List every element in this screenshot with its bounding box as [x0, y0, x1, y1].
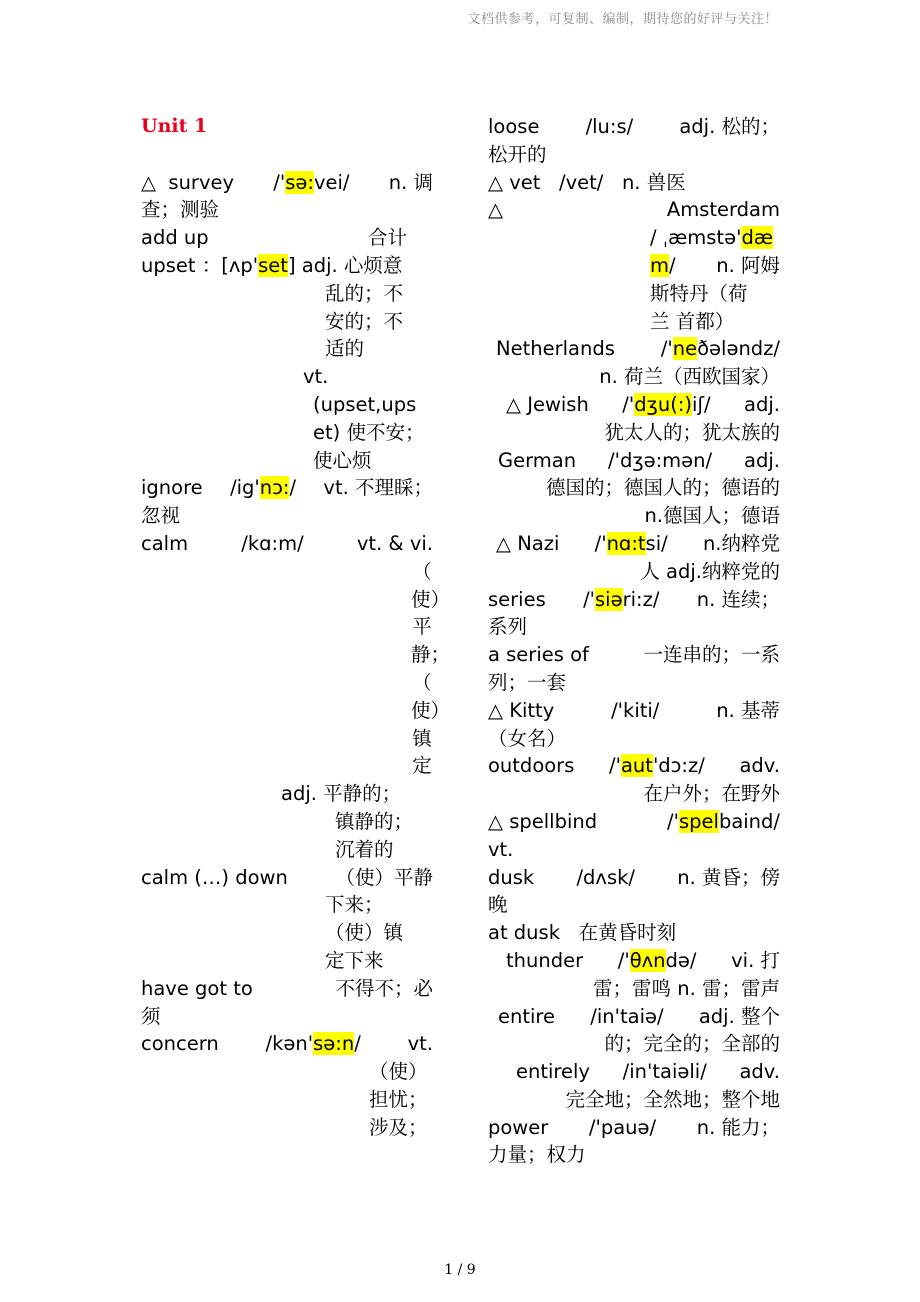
entry-dusk: dusk /dʌsk/ n. 黄昏；傍 晚	[488, 865, 780, 917]
entry-vet: △ vet /vet/ n. 兽医	[488, 170, 686, 194]
entry-have-got-to: have got to 不得不；必 须	[141, 976, 433, 1028]
entry-jewish: △ Jewish /'dʒu(:)iʃ/ adj. 犹太人的；犹太族的	[506, 392, 780, 444]
entry-power: power /'pauə/ n. 能力； 力量；权力	[488, 1115, 780, 1167]
entry-kitty: △ Kitty /'kiti/ n. 基蒂 （女名）	[488, 698, 780, 750]
entry-thunder: thunder /'θʌndə/ vi. 打 雷；雷鸣 n. 雷；雷声	[506, 948, 780, 1000]
stress-highlight: set	[258, 253, 288, 277]
entry-concern: concern /kən'sə:n/ vt. （使） 担忧； 涉及；	[141, 1032, 433, 1139]
stress-highlight: spel	[678, 809, 719, 833]
stress-highlight: aut	[620, 754, 653, 778]
entry-spellbind: △ spellbind /'spelbaind/ vt.	[488, 809, 780, 861]
stress-highlight: nɔ:	[259, 476, 290, 500]
stress-highlight: ne	[672, 337, 698, 361]
entry-series: series /'siəri:z/ n. 连续； 系列	[488, 587, 780, 639]
entry-add-up: add up 合计	[141, 226, 407, 250]
entry-a-series-of: a series of 一连串的；一系 列；一套	[488, 643, 780, 694]
stress-highlight: sə:	[285, 170, 314, 194]
left-column	[141, 113, 451, 1141]
entry-entire: entire /in'taiə/ adj. 整个 的；完全的；全部的	[498, 1004, 780, 1056]
unit-title: Unit 1	[141, 115, 208, 137]
entry-outdoors: outdoors /'aut'dɔ:z/ adv. 在户外；在野外	[488, 754, 780, 806]
stress-highlight: siə	[595, 587, 623, 611]
entry-german: German /'dʒə:mən/ adj. 德国的；德国人的；德语的 n.德国人；德语	[498, 448, 780, 528]
right-column	[488, 113, 780, 1169]
stress-highlight: m	[650, 253, 669, 277]
stress-highlight: θʌn	[629, 948, 666, 972]
stress-highlight: nɑ:t	[606, 531, 646, 555]
entry-loose: loose /lu:s/ adj. 松的； 松开的	[488, 115, 780, 166]
entry-amsterdam: △ Amsterdam / ˌæmstə'dæ m/ n. 阿姆 斯特丹（荷 兰 首都）	[488, 198, 780, 333]
entry-at-dusk: at dusk 在黄昏时刻	[488, 921, 677, 945]
entry-ignore: ignore /ig'nɔ:/ vt. 不理睬； 忽视	[141, 476, 433, 528]
entry-netherlands: Netherlands /'neðələndz/ n. 荷兰（西欧国家）	[496, 337, 780, 389]
page-number: 1 / 9	[444, 1262, 476, 1278]
entry-calm-down: calm (…) down （使）平静 下来； （使）镇 定下来	[141, 865, 433, 972]
entry-upset: upset ：[ʌp'set] adj. 心烦意 乱的；不 安的；不 适的 vt. (upset,ups et) 使不安； 使心烦	[141, 253, 425, 472]
header-note: 文档供参考，可复制、编制，期待您的好评与关注！	[467, 12, 778, 27]
entry-nazi: △ Nazi /'nɑ:tsi/ n.纳粹党 人 adj.纳粹党的	[496, 531, 780, 583]
stress-highlight: dʒu(:)	[634, 392, 693, 416]
entry-calm: calm /kɑ:m/ vt. & vi. （ 使） 平 静； （ 使） 镇 定 adj. 平静的； 镇静的； 沉着的	[141, 531, 451, 861]
stress-highlight: sə:n	[313, 1032, 355, 1056]
entry-entirely: entirely /in'taiəli/ adv. 完全地；全然地；整个地	[516, 1060, 780, 1111]
entry-survey: △ survey /'sə:vei/ n. 调 查；测验	[141, 170, 433, 222]
stress-highlight: dæ	[741, 226, 773, 250]
